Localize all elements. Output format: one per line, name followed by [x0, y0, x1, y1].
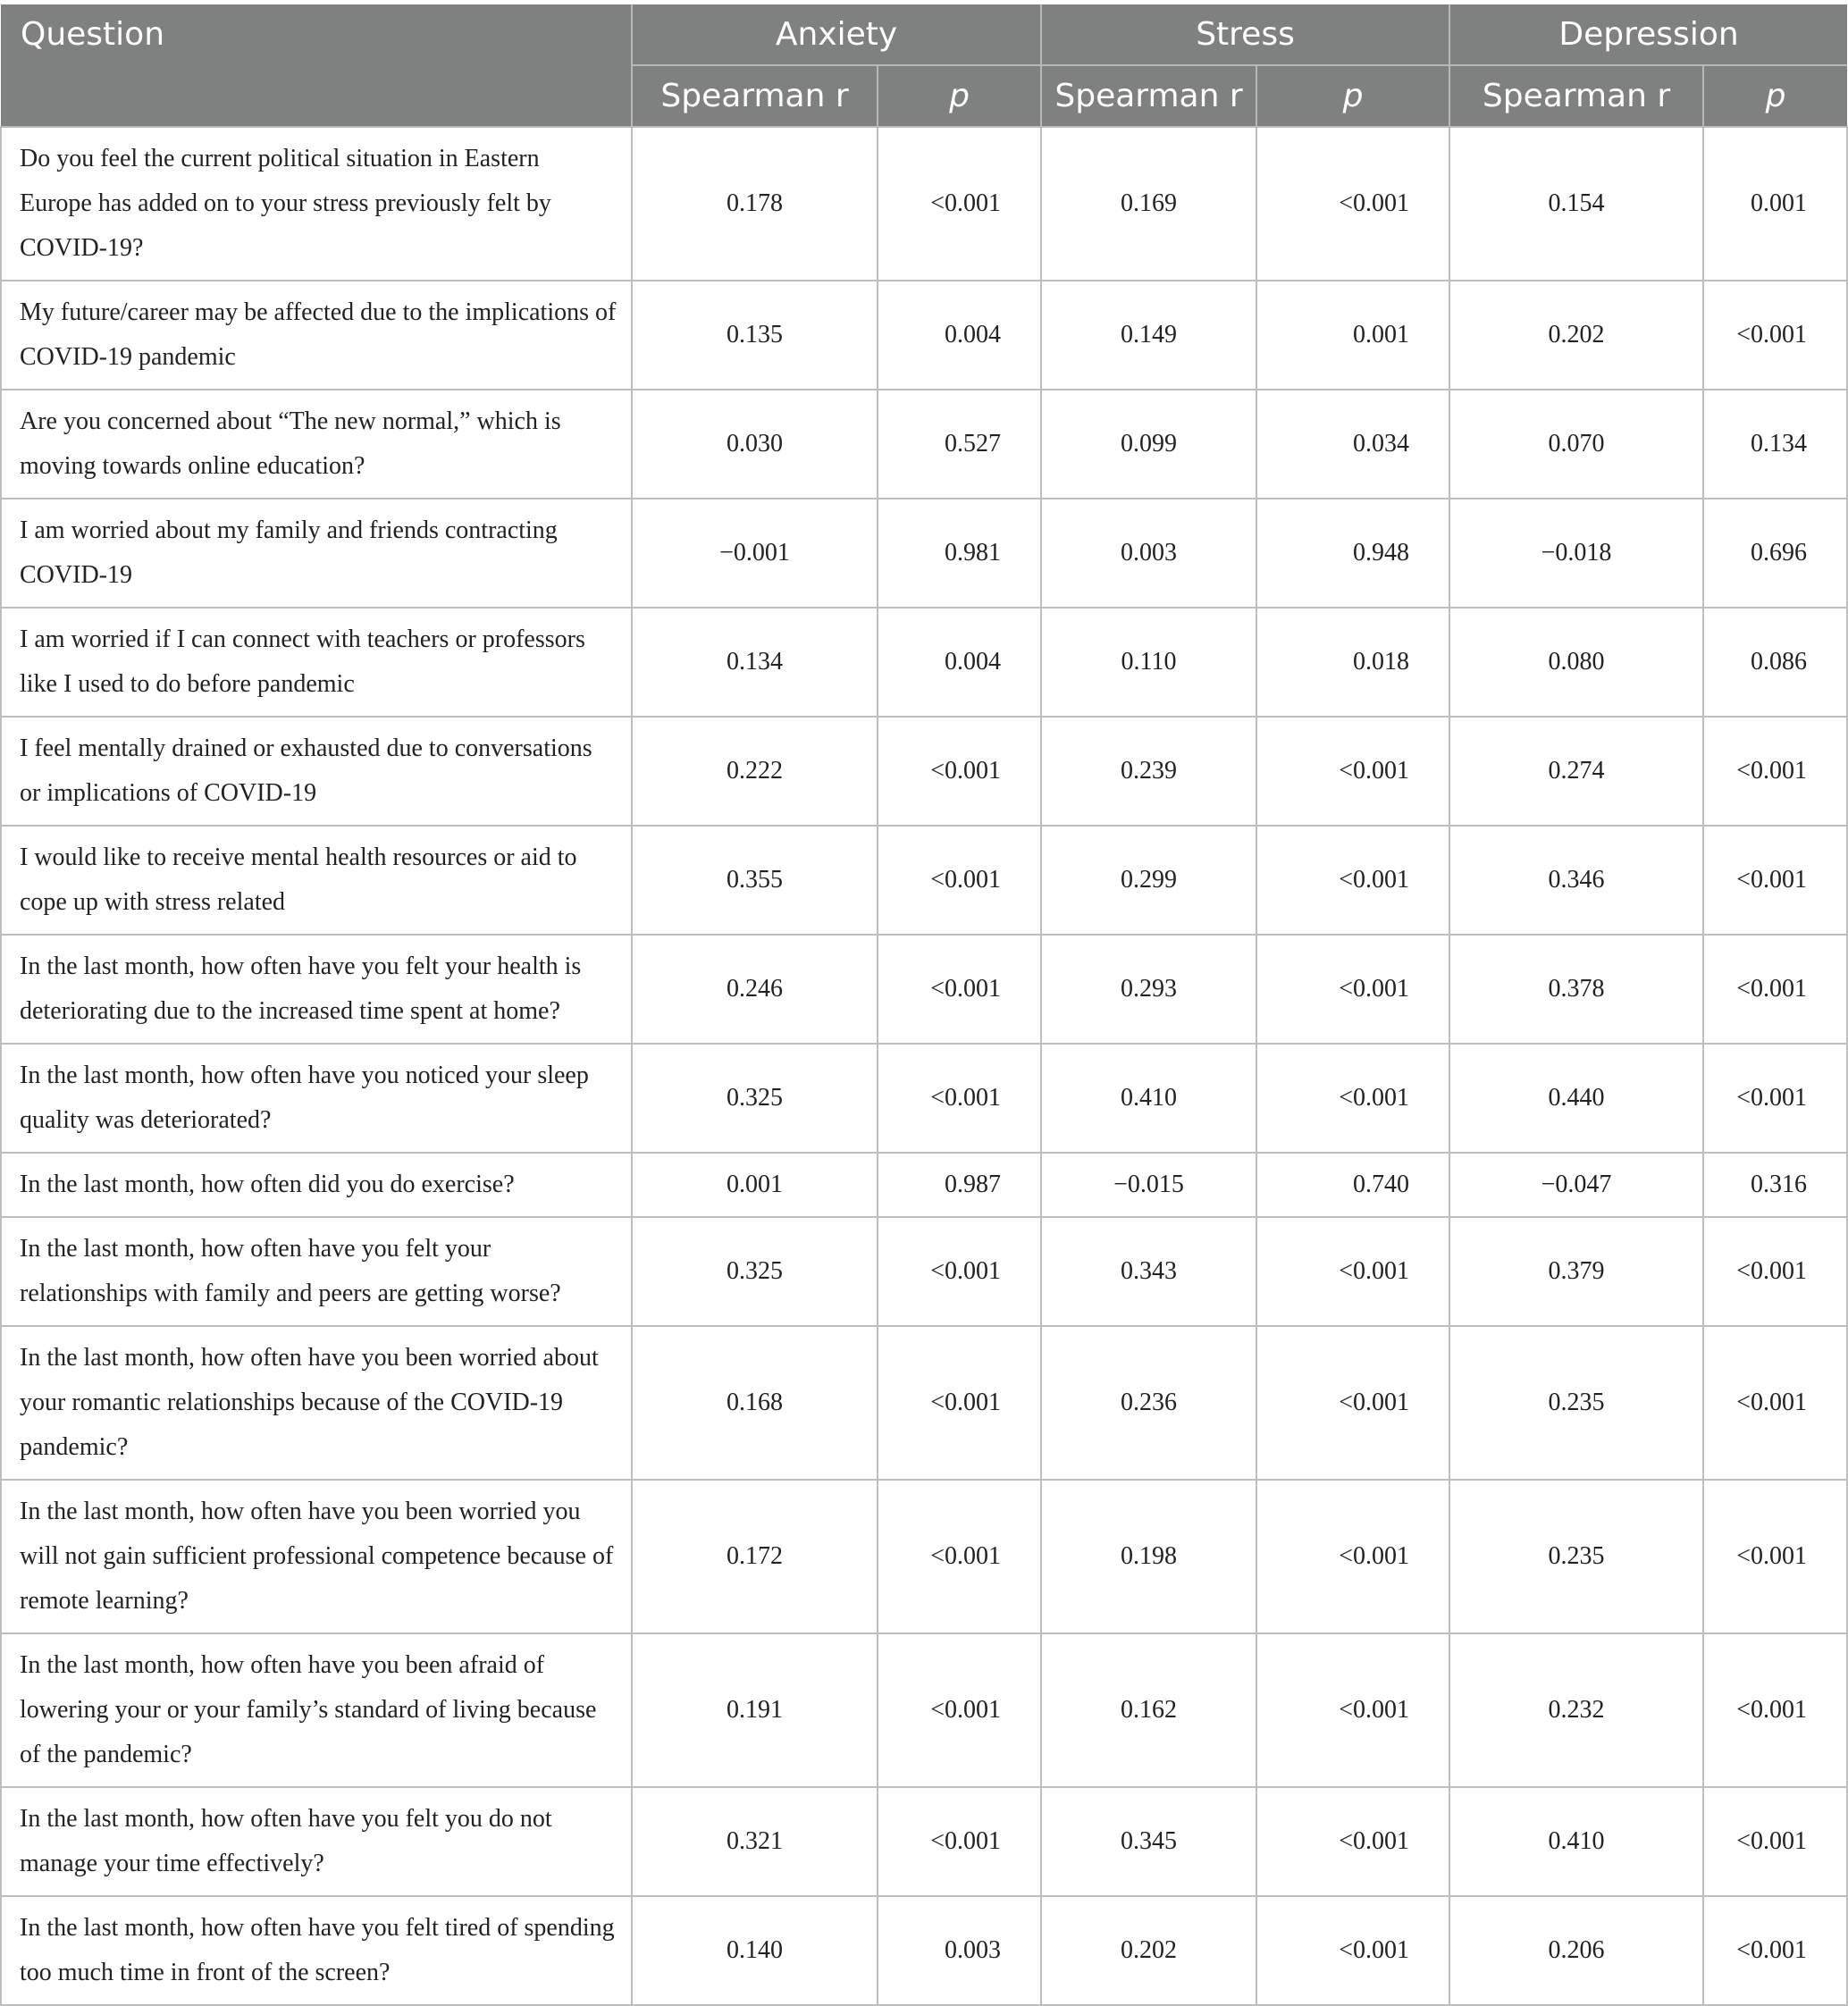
stress-p-cell: <0.001 [1256, 1633, 1449, 1787]
stress-p-cell: 0.018 [1256, 608, 1449, 717]
table-body [1, 127, 1847, 2005]
depression-r-cell: 0.206 [1449, 1896, 1703, 2005]
table-header [1, 4, 1847, 127]
table-row [1, 1217, 1847, 1326]
stress-r-cell: 0.202 [1041, 1896, 1256, 2005]
anxiety-r-cell: 0.325 [632, 1217, 878, 1326]
depression-p-cell: <0.001 [1703, 1633, 1847, 1787]
question-cell: Do you feel the current political situation in Eastern Europe has added on to your stress previously felt by COVID-19? [1, 127, 632, 281]
depression-r-cell: 0.202 [1449, 281, 1703, 390]
correlation-table [0, 4, 1848, 2006]
stress-p-cell: 0.001 [1256, 281, 1449, 390]
header-depression: Depression [1449, 4, 1847, 65]
anxiety-p-cell: <0.001 [878, 717, 1041, 826]
table-row [1, 1633, 1847, 1787]
depression-r-cell: 0.379 [1449, 1217, 1703, 1326]
stress-p-cell: 0.948 [1256, 499, 1449, 608]
question-cell: My future/career may be affected due to the implications of COVID-19 pandemic [1, 281, 632, 390]
table-row [1, 1896, 1847, 2005]
table-row [1, 1326, 1847, 1480]
depression-p-cell: 0.316 [1703, 1153, 1847, 1217]
anxiety-p-cell: <0.001 [878, 826, 1041, 935]
header-anxiety-spearman: Spearman r [632, 65, 878, 127]
anxiety-p-cell: <0.001 [878, 935, 1041, 1044]
stress-r-cell: 0.236 [1041, 1326, 1256, 1480]
anxiety-r-cell: 0.325 [632, 1044, 878, 1153]
question-cell: In the last month, how often have you felt your health is deteriorating due to the increased time spent at home? [1, 935, 632, 1044]
anxiety-p-cell: 0.987 [878, 1153, 1041, 1217]
depression-r-cell: 0.440 [1449, 1044, 1703, 1153]
anxiety-r-cell: 0.134 [632, 608, 878, 717]
header-anxiety-p: p [878, 65, 1041, 127]
anxiety-r-cell: 0.168 [632, 1326, 878, 1480]
stress-r-cell: 0.343 [1041, 1217, 1256, 1326]
question-cell: In the last month, how often have you felt you do not manage your time effectively? [1, 1787, 632, 1896]
table-row [1, 1480, 1847, 1633]
stress-r-cell: 0.239 [1041, 717, 1256, 826]
depression-p-cell: 0.001 [1703, 127, 1847, 281]
anxiety-r-cell: 0.321 [632, 1787, 878, 1896]
stress-p-cell: <0.001 [1256, 1787, 1449, 1896]
anxiety-r-cell: 0.191 [632, 1633, 878, 1787]
stress-p-cell: <0.001 [1256, 826, 1449, 935]
anxiety-p-cell: <0.001 [878, 1044, 1041, 1153]
depression-r-cell: 0.235 [1449, 1480, 1703, 1633]
table-row [1, 390, 1847, 499]
anxiety-r-cell: 0.001 [632, 1153, 878, 1217]
header-stress-spearman: Spearman r [1041, 65, 1256, 127]
anxiety-p-cell: 0.004 [878, 281, 1041, 390]
question-cell: In the last month, how often have you felt your relationships with family and peers are getting worse? [1, 1217, 632, 1326]
anxiety-p-cell: <0.001 [878, 1787, 1041, 1896]
stress-p-cell: 0.740 [1256, 1153, 1449, 1217]
question-cell: I feel mentally drained or exhausted due to conversations or implications of COVID-19 [1, 717, 632, 826]
table-row [1, 826, 1847, 935]
depression-p-cell: <0.001 [1703, 935, 1847, 1044]
depression-p-cell: <0.001 [1703, 1480, 1847, 1633]
question-cell: In the last month, how often did you do exercise? [1, 1153, 632, 1217]
anxiety-p-cell: <0.001 [878, 127, 1041, 281]
header-depression-p: p [1703, 65, 1847, 127]
stress-p-cell: <0.001 [1256, 1217, 1449, 1326]
anxiety-r-cell: 0.222 [632, 717, 878, 826]
depression-p-cell: 0.086 [1703, 608, 1847, 717]
depression-p-cell: 0.134 [1703, 390, 1847, 499]
anxiety-r-cell: −0.001 [632, 499, 878, 608]
table-row [1, 608, 1847, 717]
depression-r-cell: 0.070 [1449, 390, 1703, 499]
anxiety-p-cell: <0.001 [878, 1217, 1041, 1326]
table-row [1, 1153, 1847, 1217]
question-cell: In the last month, how often have you noticed your sleep quality was deteriorated? [1, 1044, 632, 1153]
stress-r-cell: 0.169 [1041, 127, 1256, 281]
table-row [1, 1787, 1847, 1896]
question-cell: In the last month, how often have you felt tired of spending too much time in front of the screen? [1, 1896, 632, 2005]
question-cell: In the last month, how often have you been worried you will not gain sufficient professional competence because of remote learning? [1, 1480, 632, 1633]
depression-r-cell: 0.346 [1449, 826, 1703, 935]
anxiety-r-cell: 0.140 [632, 1896, 878, 2005]
depression-r-cell: 0.235 [1449, 1326, 1703, 1480]
question-cell: Are you concerned about “The new normal,” which is moving towards online education? [1, 390, 632, 499]
stress-r-cell: 0.003 [1041, 499, 1256, 608]
depression-p-cell: <0.001 [1703, 826, 1847, 935]
stress-p-cell: <0.001 [1256, 935, 1449, 1044]
depression-p-cell: <0.001 [1703, 1326, 1847, 1480]
depression-r-cell: 0.154 [1449, 127, 1703, 281]
stress-r-cell: 0.099 [1041, 390, 1256, 499]
stress-p-cell: 0.034 [1256, 390, 1449, 499]
anxiety-p-cell: 0.003 [878, 1896, 1041, 2005]
stress-p-cell: <0.001 [1256, 1896, 1449, 2005]
stress-p-cell: <0.001 [1256, 1326, 1449, 1480]
question-cell: In the last month, how often have you been afraid of lowering your or your family’s standard of living because of the pandemic? [1, 1633, 632, 1787]
stress-r-cell: 0.345 [1041, 1787, 1256, 1896]
anxiety-p-cell: <0.001 [878, 1326, 1041, 1480]
depression-p-cell: <0.001 [1703, 1787, 1847, 1896]
depression-p-cell: <0.001 [1703, 717, 1847, 826]
depression-p-cell: 0.696 [1703, 499, 1847, 608]
anxiety-r-cell: 0.135 [632, 281, 878, 390]
depression-p-cell: <0.001 [1703, 1896, 1847, 2005]
anxiety-p-cell: 0.981 [878, 499, 1041, 608]
header-depression-spearman: Spearman r [1449, 65, 1703, 127]
anxiety-p-cell: 0.527 [878, 390, 1041, 499]
header-stress-p: p [1256, 65, 1449, 127]
stress-r-cell: 0.299 [1041, 826, 1256, 935]
table-row [1, 281, 1847, 390]
depression-r-cell: 0.274 [1449, 717, 1703, 826]
stress-r-cell: 0.198 [1041, 1480, 1256, 1633]
anxiety-r-cell: 0.355 [632, 826, 878, 935]
question-cell: In the last month, how often have you been worried about your romantic relationships because of the COVID-19 pandemic? [1, 1326, 632, 1480]
header-stress: Stress [1041, 4, 1449, 65]
header-question: Question [1, 4, 632, 127]
stress-r-cell: 0.293 [1041, 935, 1256, 1044]
stress-r-cell: 0.162 [1041, 1633, 1256, 1787]
depression-r-cell: −0.018 [1449, 499, 1703, 608]
question-cell: I am worried if I can connect with teachers or professors like I used to do before pandemic [1, 608, 632, 717]
stress-r-cell: 0.410 [1041, 1044, 1256, 1153]
anxiety-r-cell: 0.246 [632, 935, 878, 1044]
stress-r-cell: −0.015 [1041, 1153, 1256, 1217]
anxiety-p-cell: 0.004 [878, 608, 1041, 717]
depression-r-cell: −0.047 [1449, 1153, 1703, 1217]
stress-p-cell: <0.001 [1256, 127, 1449, 281]
table-row [1, 499, 1847, 608]
stress-p-cell: <0.001 [1256, 1044, 1449, 1153]
depression-r-cell: 0.410 [1449, 1787, 1703, 1896]
stress-r-cell: 0.149 [1041, 281, 1256, 390]
question-cell: I am worried about my family and friends contracting COVID-19 [1, 499, 632, 608]
depression-r-cell: 0.232 [1449, 1633, 1703, 1787]
depression-r-cell: 0.080 [1449, 608, 1703, 717]
anxiety-p-cell: <0.001 [878, 1633, 1041, 1787]
stress-r-cell: 0.110 [1041, 608, 1256, 717]
depression-r-cell: 0.378 [1449, 935, 1703, 1044]
anxiety-r-cell: 0.172 [632, 1480, 878, 1633]
anxiety-r-cell: 0.178 [632, 127, 878, 281]
depression-p-cell: <0.001 [1703, 281, 1847, 390]
depression-p-cell: <0.001 [1703, 1044, 1847, 1153]
anxiety-r-cell: 0.030 [632, 390, 878, 499]
question-cell: I would like to receive mental health resources or aid to cope up with stress related [1, 826, 632, 935]
header-anxiety: Anxiety [632, 4, 1041, 65]
table-row [1, 935, 1847, 1044]
table-row [1, 1044, 1847, 1153]
depression-p-cell: <0.001 [1703, 1217, 1847, 1326]
anxiety-p-cell: <0.001 [878, 1480, 1041, 1633]
table-row [1, 717, 1847, 826]
stress-p-cell: <0.001 [1256, 1480, 1449, 1633]
stress-p-cell: <0.001 [1256, 717, 1449, 826]
table-row [1, 127, 1847, 281]
